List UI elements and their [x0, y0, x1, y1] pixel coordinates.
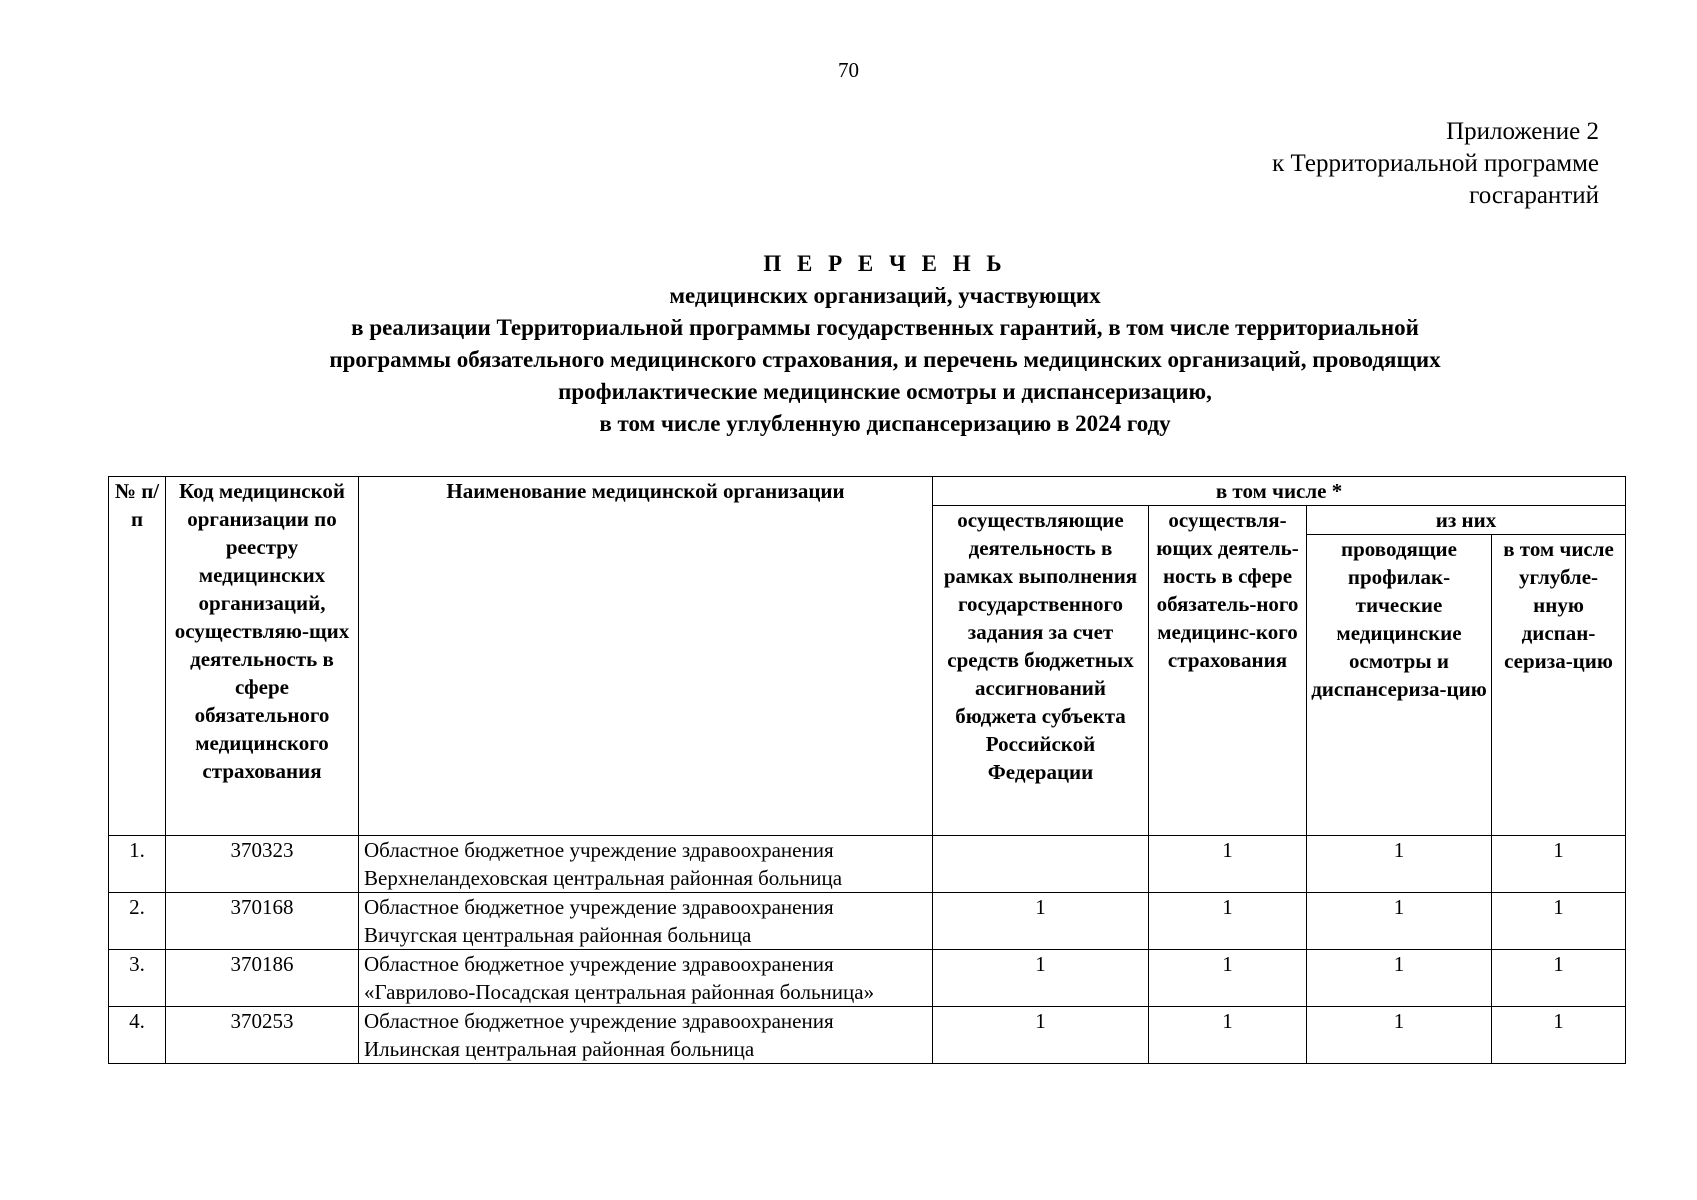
- appendix-reference: [1272, 116, 1599, 212]
- title-line: медицинских организаций, участвующих: [669, 283, 1101, 308]
- row-state-task: 1: [933, 893, 1149, 950]
- table-row: [109, 836, 1626, 893]
- appendix-line: к Территориальной программе: [1272, 150, 1599, 177]
- organizations-table: [108, 476, 1626, 1064]
- title-line: профилактические медицинские осмотры и диспансеризацию,: [558, 379, 1212, 404]
- row-oms: 1: [1149, 1007, 1307, 1064]
- header-of-them: из них: [1307, 506, 1626, 535]
- header-in-depth: в том числе углубле-нную диспан-сериза-цию: [1492, 535, 1626, 836]
- document-title: [120, 248, 1650, 440]
- row-name: Областное бюджетное учреждение здравоохранения «Гаврилово-Посадская центральная районная больница»: [359, 950, 933, 1007]
- row-state-task: 1: [933, 1007, 1149, 1064]
- header-code: Код медицинской организации по реестру медицинских организаций, осуществляю-щих деятельность в сфере обязательного медицинского страхования: [166, 477, 359, 836]
- row-code: 370253: [166, 1007, 359, 1064]
- row-prophylactic: 1: [1307, 893, 1492, 950]
- row-code: 370168: [166, 893, 359, 950]
- row-oms: 1: [1149, 893, 1307, 950]
- row-oms: 1: [1149, 950, 1307, 1007]
- header-state-task: осуществляющие деятельность в рамках выполнения государственного задания за счет средств бюджетных ассигнований бюджета субъекта Российской Федерации: [933, 506, 1149, 836]
- row-in-depth: 1: [1492, 950, 1626, 1007]
- row-name: Областное бюджетное учреждение здравоохранения Верхнеландеховская центральная районная больница: [359, 836, 933, 893]
- row-in-depth: 1: [1492, 1007, 1626, 1064]
- row-num: 4.: [109, 1007, 166, 1064]
- header-oms: осуществля-ющих деятель-ность в сфере обязатель-ного медицинс-кого страхования: [1149, 506, 1307, 836]
- row-in-depth: 1: [1492, 836, 1626, 893]
- row-code: 370323: [166, 836, 359, 893]
- title-line: в том числе углубленную диспансеризацию в 2024 году: [599, 411, 1171, 436]
- row-name: Областное бюджетное учреждение здравоохранения Вичугская центральная районная больница: [359, 893, 933, 950]
- title-line: в реализации Территориальной программы государственных гарантий, в том числе территориальной: [351, 315, 1419, 340]
- row-num: 2.: [109, 893, 166, 950]
- header-num: № п/п: [109, 477, 166, 836]
- table-row: [109, 893, 1626, 950]
- row-code: 370186: [166, 950, 359, 1007]
- table-row: [109, 1007, 1626, 1064]
- row-prophylactic: 1: [1307, 836, 1492, 893]
- table-row: [109, 950, 1626, 1007]
- row-num: 1.: [109, 836, 166, 893]
- title-heading: П Е Р Е Ч Е Н Ь: [763, 251, 1007, 276]
- row-in-depth: 1: [1492, 893, 1626, 950]
- title-line: программы обязательного медицинского страхования, и перечень медицинских организаций, проводящих: [329, 347, 1441, 372]
- header-including: в том числе *: [933, 477, 1626, 506]
- row-state-task: 1: [933, 950, 1149, 1007]
- row-prophylactic: 1: [1307, 1007, 1492, 1064]
- page-number: 70: [838, 58, 859, 82]
- row-oms: 1: [1149, 836, 1307, 893]
- header-name: Наименование медицинской организации: [359, 477, 933, 836]
- row-name: Областное бюджетное учреждение здравоохранения Ильинская центральная районная больница: [359, 1007, 933, 1064]
- header-prophylactic: проводящие профилак-тические медицинские осмотры и диспансериза-цию: [1307, 535, 1492, 836]
- appendix-line: госгарантий: [1469, 182, 1599, 209]
- row-state-task: [933, 836, 1149, 893]
- row-prophylactic: 1: [1307, 950, 1492, 1007]
- appendix-line: Приложение 2: [1446, 118, 1599, 145]
- row-num: 3.: [109, 950, 166, 1007]
